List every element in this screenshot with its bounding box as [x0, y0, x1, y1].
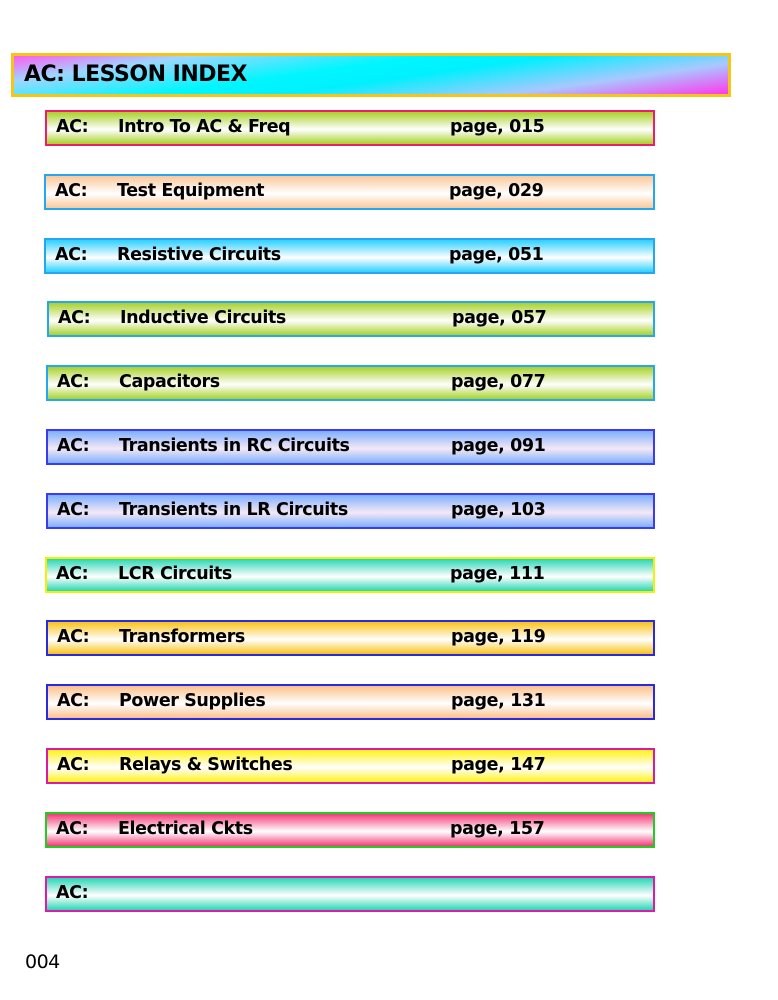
lesson-prefix: AC: — [56, 117, 89, 137]
lesson-page-ref: page, 111 — [450, 564, 545, 584]
page-number: 004 — [25, 951, 60, 973]
lesson-prefix: AC: — [57, 755, 90, 775]
lesson-title: Transients in LR Circuits — [119, 500, 348, 520]
lesson-row[interactable] — [46, 429, 655, 465]
lesson-prefix: AC: — [57, 436, 90, 456]
lesson-page-ref: page, 057 — [452, 308, 547, 328]
lesson-row[interactable] — [44, 238, 655, 274]
lesson-index-header — [11, 53, 731, 97]
lesson-row[interactable] — [44, 174, 655, 210]
lesson-title: Inductive Circuits — [120, 308, 286, 328]
lesson-prefix: AC: — [56, 564, 89, 584]
lesson-prefix: AC: — [57, 691, 90, 711]
lesson-row[interactable] — [45, 876, 655, 912]
lesson-prefix: AC: — [57, 500, 90, 520]
lesson-title: Relays & Switches — [119, 755, 293, 775]
lesson-row[interactable] — [45, 557, 655, 593]
lesson-title: Transformers — [119, 627, 245, 647]
lesson-row[interactable] — [46, 365, 655, 401]
lesson-page-ref: page, 147 — [451, 755, 546, 775]
lesson-page-ref: page, 119 — [451, 627, 546, 647]
lesson-page-ref: page, 091 — [451, 436, 546, 456]
lesson-prefix: AC: — [57, 627, 90, 647]
lesson-prefix: AC: — [55, 245, 88, 265]
lesson-prefix: AC: — [56, 883, 89, 903]
page-title: AC: LESSON INDEX — [24, 62, 247, 87]
lesson-title: Capacitors — [119, 372, 220, 392]
lesson-page-ref: page, 015 — [450, 117, 545, 137]
lesson-page-ref: page, 103 — [451, 500, 546, 520]
lesson-title: Intro To AC & Freq — [118, 117, 291, 137]
lesson-page-ref: page, 157 — [450, 819, 545, 839]
lesson-row[interactable] — [46, 748, 655, 784]
lesson-row[interactable] — [45, 110, 655, 146]
lesson-row[interactable] — [45, 812, 655, 848]
lesson-row[interactable] — [46, 620, 655, 656]
lesson-page-ref: page, 077 — [451, 372, 546, 392]
lesson-prefix: AC: — [57, 372, 90, 392]
lesson-title: Power Supplies — [119, 691, 266, 711]
lesson-title: LCR Circuits — [118, 564, 232, 584]
lesson-prefix: AC: — [55, 181, 88, 201]
lesson-row[interactable] — [47, 301, 655, 337]
lesson-title: Transients in RC Circuits — [119, 436, 350, 456]
lesson-title: Resistive Circuits — [117, 245, 281, 265]
lesson-page-ref: page, 131 — [451, 691, 546, 711]
lesson-page-ref: page, 051 — [449, 245, 544, 265]
lesson-row[interactable] — [46, 684, 655, 720]
lesson-row[interactable] — [46, 493, 655, 529]
lesson-page-ref: page, 029 — [449, 181, 544, 201]
lesson-prefix: AC: — [56, 819, 89, 839]
lesson-title: Test Equipment — [117, 181, 265, 201]
lesson-prefix: AC: — [58, 308, 91, 328]
lesson-title: Electrical Ckts — [118, 819, 253, 839]
